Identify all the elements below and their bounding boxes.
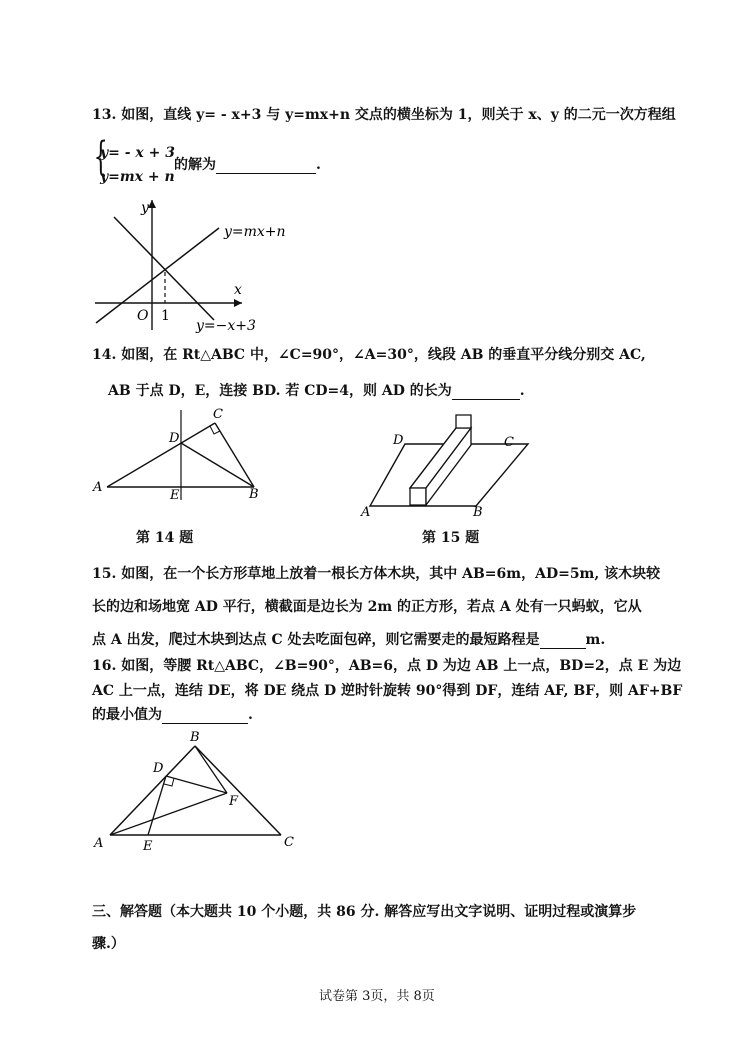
page-footer: 试卷第 3页，共 8页	[319, 989, 435, 1004]
pt-D: D	[169, 431, 180, 446]
pt16-A: A	[94, 836, 104, 851]
q13-end: .	[316, 157, 321, 173]
pt-C: C	[213, 407, 223, 422]
pt15-B: B	[473, 505, 483, 520]
pt15-C: C	[504, 435, 514, 450]
pt15-D: D	[393, 433, 404, 448]
pt-A: A	[93, 480, 103, 495]
pt16-E: E	[143, 839, 153, 854]
q15-caption: 第 15 题	[422, 530, 480, 546]
q14-end: .	[519, 383, 525, 399]
label-o: O	[137, 308, 149, 324]
q14-line1: 14. 如图，在 Rt△ABC 中，∠C=90°，∠A=30°，线段 AB 的垂直平分线分别交 AC,	[92, 347, 646, 363]
q15-line3: 点 A 出发，爬过木块到达点 C 处去吃面包碎，则它需要走的最短路程是	[92, 632, 540, 648]
q14-caption: 第 14 题	[136, 530, 194, 546]
pt15-A: A	[361, 505, 371, 520]
q15-line1: 15. 如图，在一个长方形草地上放着一根长方体木块，其中 AB=6m，AD=5m, 该木块较	[92, 566, 661, 582]
q13-line1: 13. 如图，直线 y= - x+3 与 y=mx+n 交点的横坐标为 1，则关于 x、y 的二元一次方程组	[92, 107, 676, 123]
label-line-neg-x: y=−x+3	[196, 318, 256, 334]
pt16-F: F	[229, 794, 239, 809]
label-1: 1	[161, 308, 170, 324]
q13-eq2: y=mx + n	[100, 169, 175, 185]
q16-line2: AC 上一点，连结 DE，将 DE 绕点 D 逆时针旋转 90°得到 DF，连结 AF, BF，则 AF+BF	[92, 683, 683, 699]
pt16-B: B	[190, 730, 200, 745]
label-x: x	[234, 282, 242, 298]
pt16-C: C	[284, 835, 294, 850]
q13-tail: 的解为	[174, 157, 216, 173]
q16-end: .	[248, 707, 253, 723]
label-y: y	[141, 200, 149, 216]
seg16-AF	[110, 793, 227, 835]
pt-B: B	[249, 487, 259, 502]
q14-line2: AB 于点 D，E，连接 BD. 若 CD=4，则 AD 的长为	[108, 383, 452, 399]
q15-unit: m.	[585, 632, 606, 648]
system-brace: {	[93, 134, 108, 180]
q15-line2: 长的边和场地宽 AD 平行，横截面是边长为 2m 的正方形，若点 A 处有一只蚂蚁，它从	[92, 599, 642, 615]
pt-E: E	[170, 488, 180, 503]
q16-line3: 的最小值为	[92, 707, 162, 723]
section3-line2: 骤.）	[92, 936, 125, 952]
label-line-mx-n: y=mx+n	[224, 224, 286, 240]
section3-line1: 三、解答题（本大题共 10 个小题，共 86 分. 解答应写出文字说明、证明过程或演算步	[92, 904, 637, 920]
q16-line1: 16. 如图，等腰 Rt△ABC，∠B=90°，AB=6，点 D 为边 AB 上一点，BD=2，点 E 为边	[92, 658, 682, 674]
seg16-BC	[195, 746, 281, 835]
pt16-D: D	[153, 761, 164, 776]
q13-eq1: y= - x + 3	[100, 145, 175, 161]
